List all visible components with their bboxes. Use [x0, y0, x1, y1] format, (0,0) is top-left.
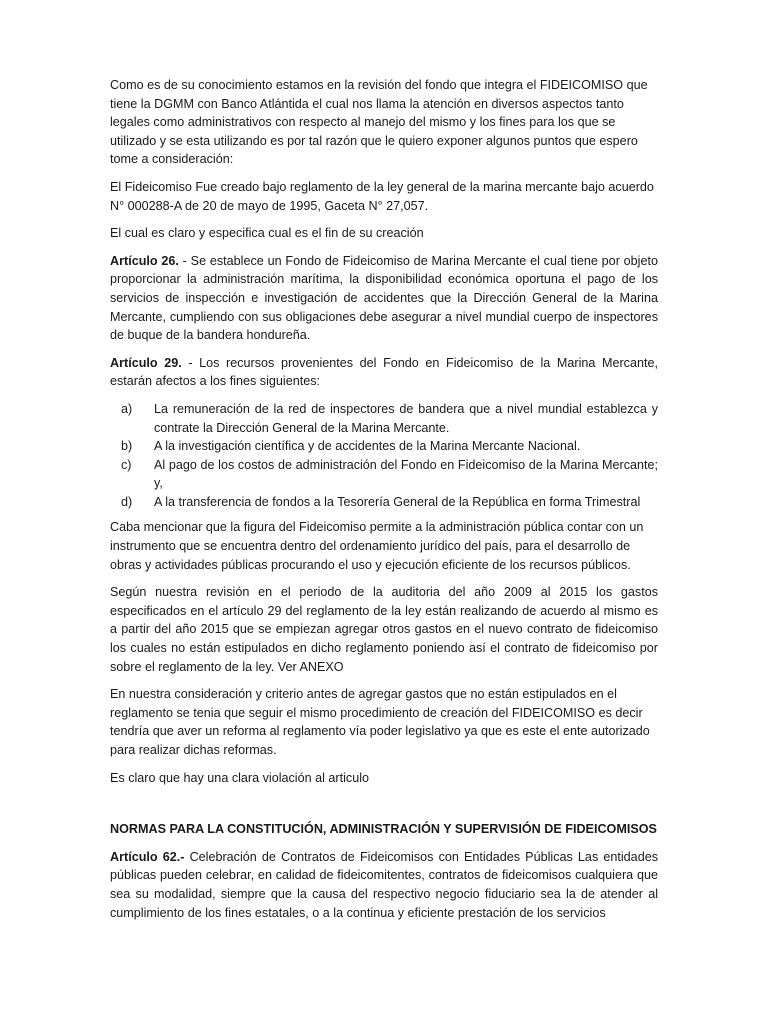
- article-26-label: Artículo 26.: [110, 253, 179, 268]
- spacer: [110, 796, 658, 820]
- list-item-text: Al pago de los costos de administración del Fondo en Fideicomiso de la Marina Mercante; y,: [154, 457, 658, 491]
- list-item: [110, 437, 658, 456]
- list-item-marker: c): [121, 457, 132, 472]
- list-item-marker: a): [121, 401, 133, 416]
- list-item: [110, 493, 658, 512]
- paragraph-creation: El Fideicomiso Fue creado bajo reglamento de la ley general de la marina mercante bajo acuerdo N° 000288-A de 20 de mayo de 1995, Gaceta N° 27,057.: [110, 179, 654, 213]
- article-29-text: - Los recursos provenientes del Fondo en Fideicomiso de la Marina Mercante, estarán afectos a los fines siguientes:: [110, 355, 658, 389]
- article-29: [110, 354, 658, 391]
- list-item: [110, 400, 658, 437]
- paragraph-fideicomiso-figure: Caba mencionar que la figura del Fideicomiso permite a la administración pública contar con un instrumento que se encuentra dentro del ordenamiento jurídico del país, para el desarrollo de obras y actividades públicas procurando el uso y ejecución eficiente de los recursos públicos.: [110, 520, 644, 572]
- document-page: [110, 76, 658, 931]
- paragraph-violation: Es claro que hay una clara violación al articulo: [110, 770, 370, 785]
- list-item-text: La remuneración de la red de inspectores de bandera que a nivel mundial establezca y contrate la Dirección General de la Marina Mercante.: [154, 401, 658, 435]
- paragraph-intro: Como es de su conocimiento estamos en la revisión del fondo que integra el FIDEICOMISO que tiene la DGMM con Banco Atlántida el cual nos llama la atención en diversos aspectos tanto legales como administrativos con respecto al manejo del mismo y los fines para los que se utilizado y se esta utilizando es por tal razón que le quiero exponer algunos puntos que espero tome a consideración:: [110, 78, 648, 167]
- list-item-marker: b): [121, 439, 133, 454]
- paragraph-consideration: En nuestra consideración y criterio antes de agregar gastos que no están estipulados en el reglamento se tenia que seguir el mismo procedimiento de creación del FIDEICOMISO es decir tendría que aver un reforma al reglamento vía poder legislativo ya que es este el ente autorizado para realizar dichas reformas.: [110, 687, 650, 757]
- article-26: [110, 252, 658, 345]
- article-29-label: Artículo 29.: [110, 355, 182, 370]
- section-heading: NORMAS PARA LA CONSTITUCIÓN, ADMINISTRACIÓN Y SUPERVISIÓN DE FIDEICOMISOS: [110, 822, 657, 837]
- list-item: [110, 456, 658, 493]
- paragraph-review: Según nuestra revisión en el periodo de la auditoria del año 2009 al 2015 los gastos especificados en el artículo 29 del reglamento de la ley están realizando de acuerdo al mismo es a partir del año 2015 que se empiezan agregar otros gastos en el nuevo contrato de fideicomiso los cuales no están estipulados en dicho reglamento poniendo así el contrato de fideicomiso por sobre el reglamento de la ley. Ver ANEXO: [110, 585, 658, 674]
- article-62: [110, 848, 658, 922]
- article-26-text: - Se establece un Fondo de Fideicomiso de Marina Mercante el cual tiene por objeto proporcionar la administración marítima, la disponibilidad económica oportuna el pago de los servicios de inspección e investigación de accidentes que la Dirección General de la Marina Mercante, cumpliendo con sus obligaciones debe asegurar a nivel mundial cuerpo de inspectores de buque de la bandera hondureña.: [110, 253, 658, 343]
- article-62-label: Artículo 62.-: [110, 849, 185, 864]
- list-item-marker: d): [121, 494, 133, 509]
- article-62-text: Celebración de Contratos de Fideicomisos con Entidades Públicas Las entidades públicas pueden celebrar, en calidad de fideicomitentes, contratos de fideicomisos cualquiera que sea su modalidad, siempre que la causa del respectivo negocio fiduciario sea la de atender al cumplimiento de los fines estatales, o a la continua y eficiente prestación de los servicios: [110, 849, 658, 920]
- paragraph-purpose: El cual es claro y especifica cual es el fin de su creación: [110, 226, 424, 241]
- purposes-list: [110, 400, 658, 512]
- list-item-text: A la investigación científica y de accidentes de la Marina Mercante Nacional.: [154, 439, 581, 454]
- list-item-text: A la transferencia de fondos a la Tesorería General de la República en forma Trimestral: [154, 494, 641, 509]
